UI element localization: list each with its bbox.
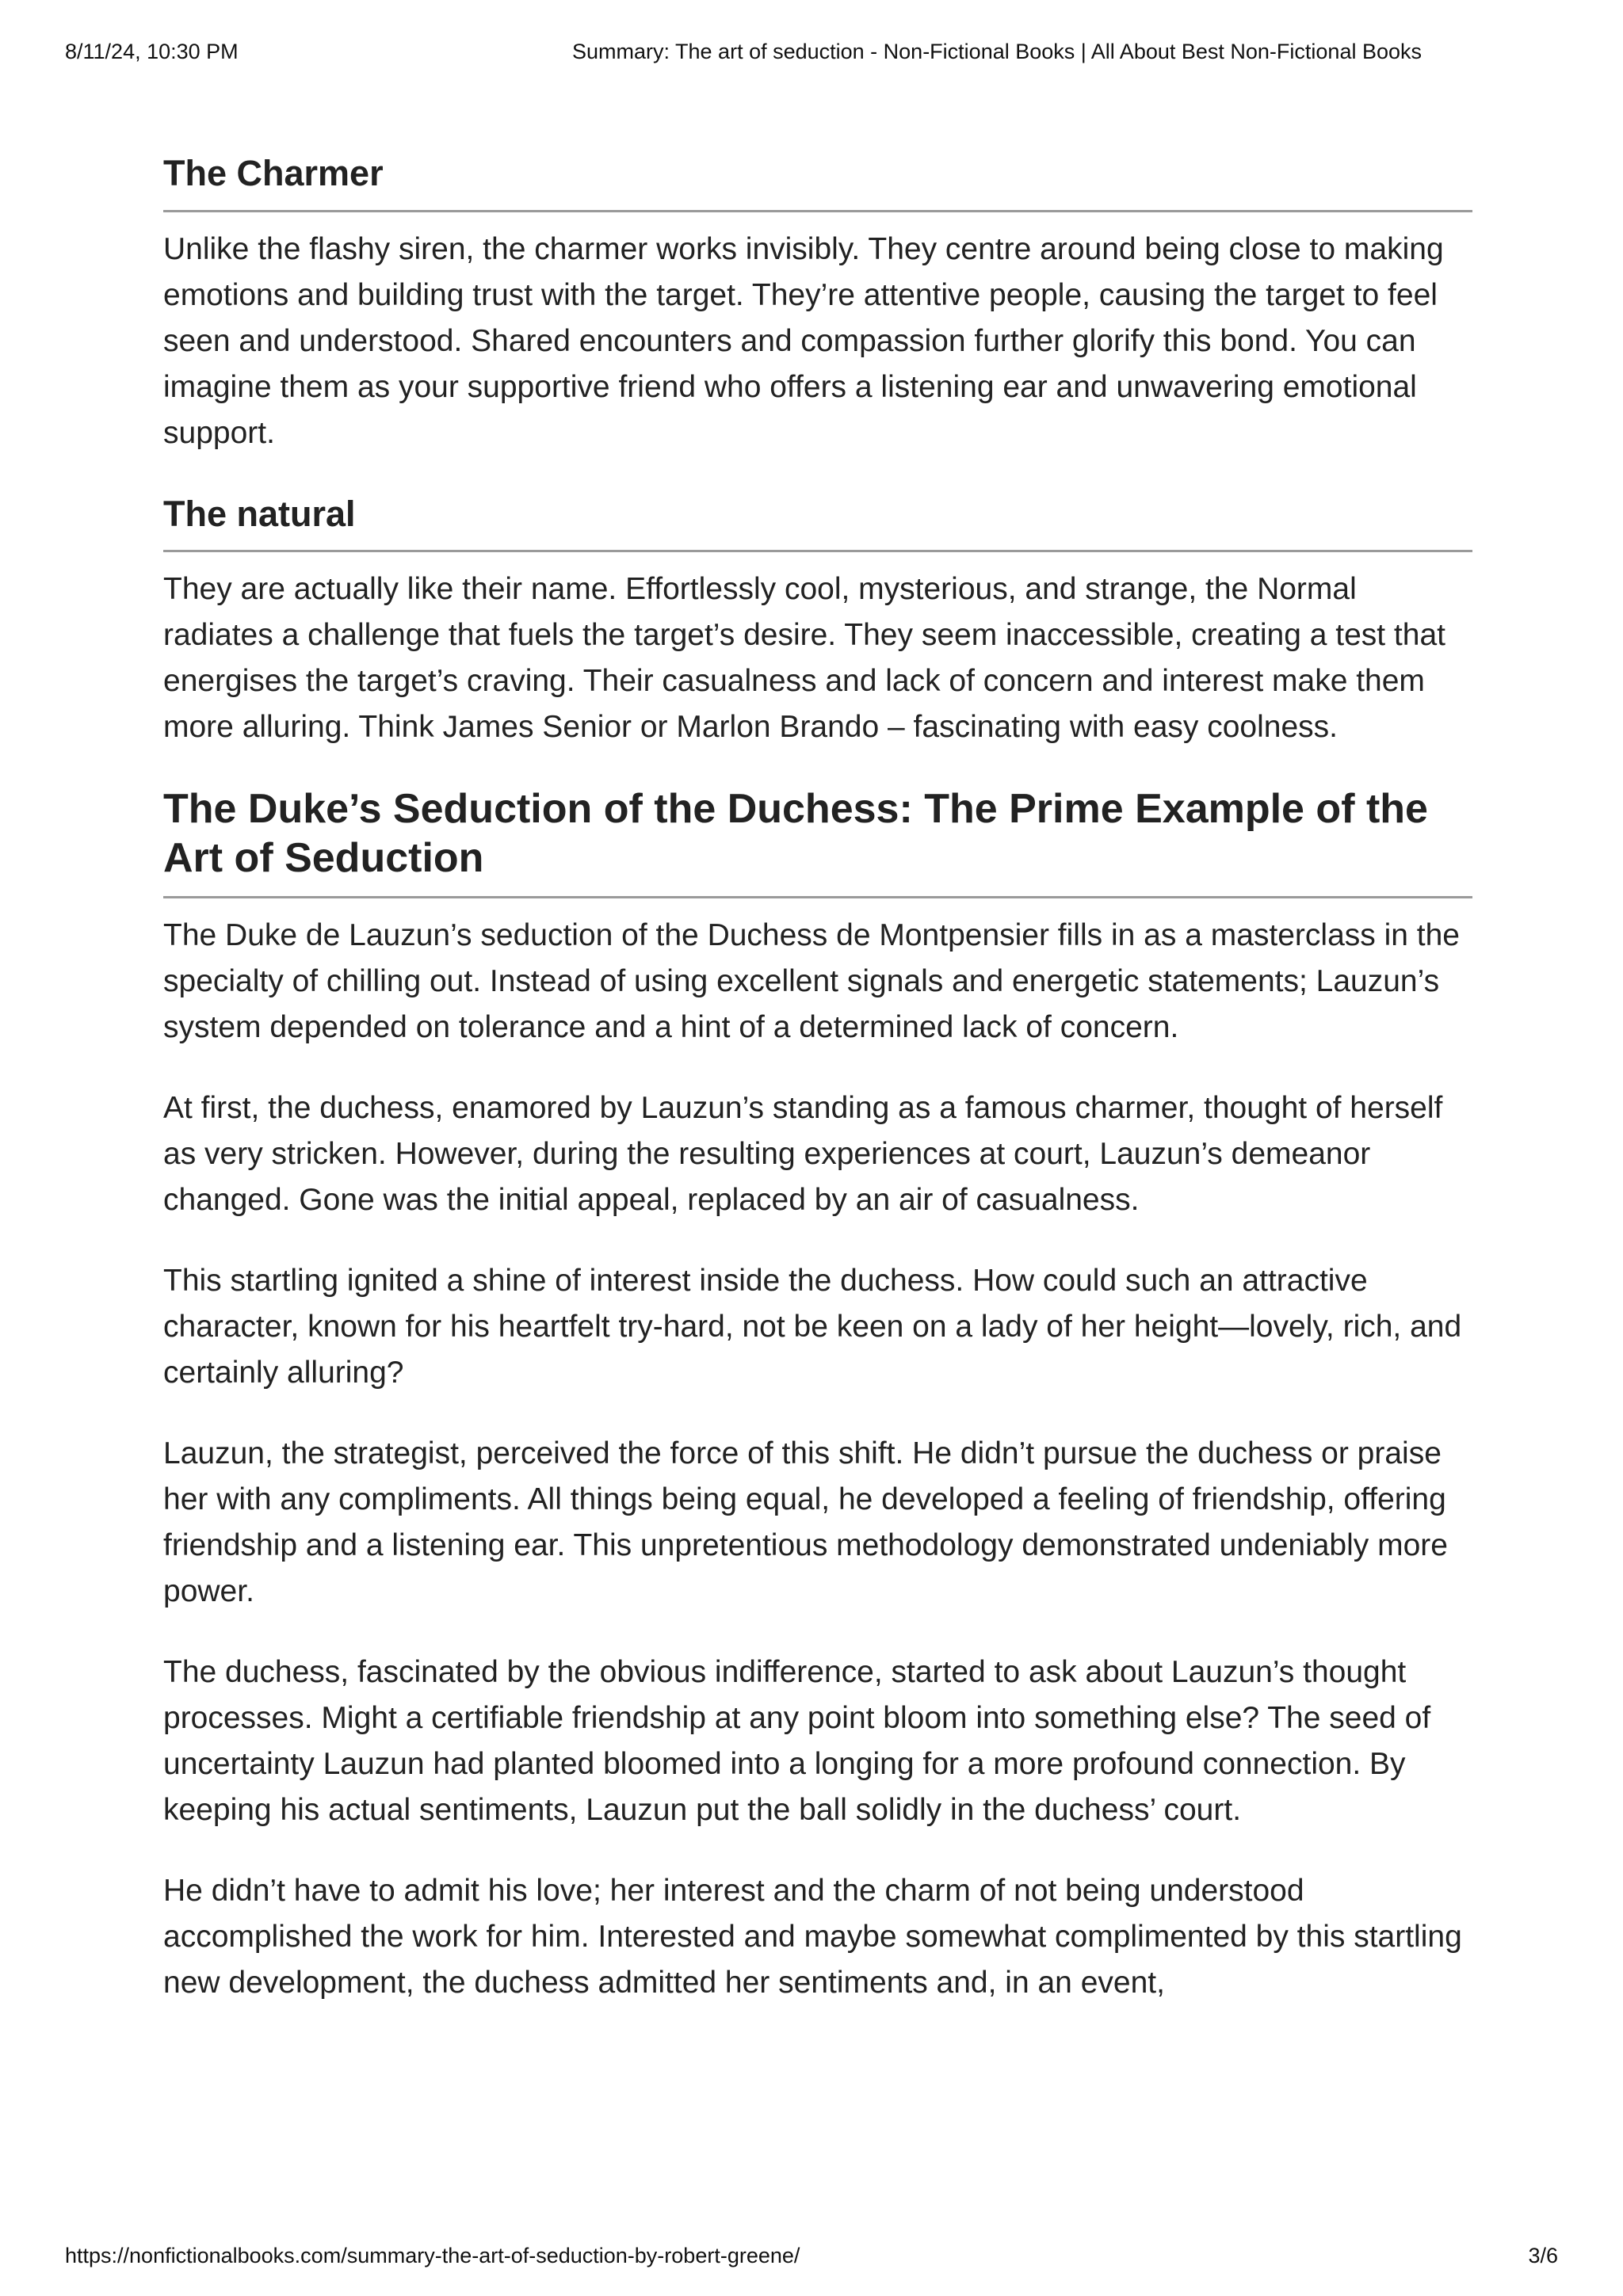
paragraph: They are actually like their name. Effortlessly cool, mysterious, and strange, the Normal radiates a challenge that fuels the target’s desire. They seem inaccessible, creating a test that energises the target’s craving. Their casualness and lack of concern and interest make them more alluring. Think James Senior or Marlon Brando – fascinating with easy coolness. — [163, 572, 1445, 744]
print-footer — [65, 2244, 1558, 2275]
paragraph: This startling ignited a shine of interest inside the duchess. How could such an attractive character, known for his heartfelt try-hard, not be keen on a lady of her height—lovely, rich, and certainly alluring? — [163, 1263, 1462, 1390]
heading-natural: The natural — [163, 491, 1472, 553]
print-date: 8/11/24, 10:30 PM — [65, 40, 239, 63]
paragraph: The Duke de Lauzun’s seduction of the Duchess de Montpensier fills in as a masterclass in the specialty of chilling out. Instead of using excellent signals and energetic statements; Lauzun’s system depended on tolerance and a hint of a determined lack of concern. — [163, 917, 1461, 1044]
paragraph: He didn’t have to admit his love; her interest and the charm of not being understood accomplished the work for him. Interested and maybe somewhat complimented by this startling new development, the duchess admitted her sentiments and, in an event, — [163, 1873, 1462, 2000]
paragraph: The duchess, fascinated by the obvious indifference, started to ask about Lauzun’s thought processes. Might a certifiable friendship at any point bloom into something else? The seed of uncertainty Lauzun had planted bloomed into a longing for a more profound connection. By keeping his actual sentiments, Lauzun put the ball solidly in the duchess’ court. — [163, 1654, 1431, 1827]
page-url[interactable]: https://nonfictionalbooks.com/summary-the-art-of-seduction-by-robert-greene/ — [65, 2244, 800, 2267]
section-duke-seduction — [163, 785, 1472, 2006]
print-page-title: Summary: The art of seduction - Non-Fictional Books | All About Best Non-Fictional Books — [572, 40, 1422, 63]
page-number: 3/6 — [1528, 2244, 1558, 2267]
section-charmer — [163, 151, 1472, 456]
section-natural — [163, 491, 1472, 751]
print-header — [65, 40, 1558, 71]
heading-duke-seduction: The Duke’s Seduction of the Duchess: The Prime Example of the Art of Seduction — [163, 785, 1472, 898]
paragraph: Unlike the flashy siren, the charmer works invisibly. They centre around being close to making emotions and building trust with the target. They’re attentive people, causing the target to feel seen and understood. Shared encounters and compassion further glorify this bond. You can imagine them as your supportive friend who offers a listening ear and unwavering emotional support. — [163, 231, 1444, 450]
heading-charmer: The Charmer — [163, 151, 1472, 212]
paragraph: At first, the duchess, enamored by Lauzun’s standing as a famous charmer, thought of herself as very stricken. However, during the resulting experiences at court, Lauzun’s demeanor changed. Gone was the initial appeal, replaced by an air of casualness. — [163, 1090, 1443, 1217]
article-content — [163, 151, 1472, 2041]
paragraph: Lauzun, the strategist, perceived the force of this shift. He didn’t pursue the duchess or praise her with any compliments. All things being equal, he developed a feeling of friendship, offering friendship and a listening ear. This unpretentious methodology demonstrated undeniably more power. — [163, 1436, 1448, 1608]
